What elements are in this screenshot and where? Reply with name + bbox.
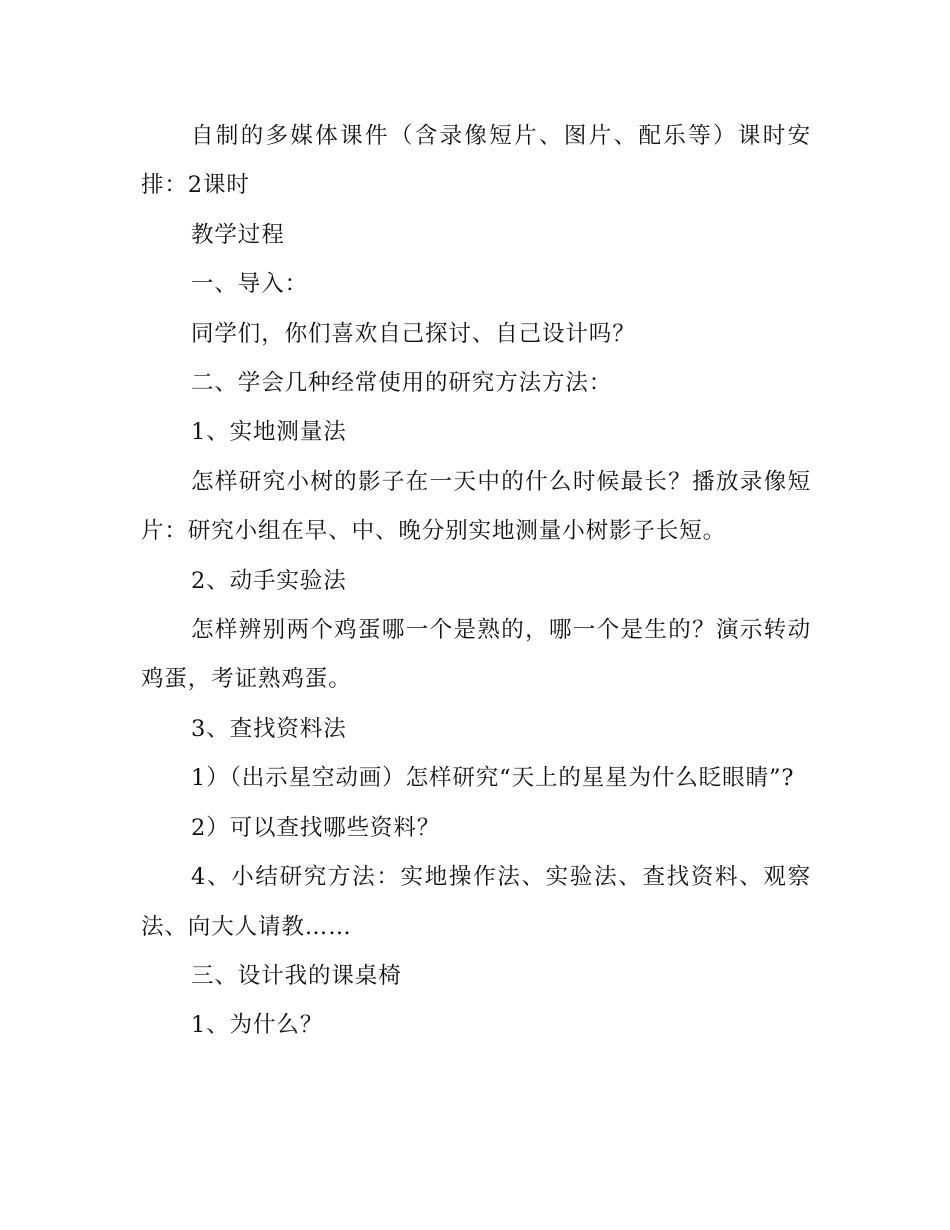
paragraph-section-introduction: 一、导入： <box>191 271 309 298</box>
document-body <box>141 112 811 1051</box>
paragraph-resources: 2）可以查找哪些资料？ <box>191 814 441 841</box>
paragraph-method-research: 3、查找资料法 <box>191 715 347 742</box>
paragraph-question: 同学们，你们喜欢自己探讨、自己设计吗？ <box>191 320 636 347</box>
paragraph-materials: 自制的多媒体课件（含录像短片、图片、配乐等）课时安排：2课时 <box>141 123 811 199</box>
paragraph-why: 1、为什么？ <box>191 1012 324 1039</box>
paragraph-teaching-process: 教学过程 <box>191 221 285 248</box>
paragraph-section-desk-design: 三、设计我的课桌椅 <box>191 962 402 989</box>
paragraph-eggs: 怎样辨别两个鸡蛋哪一个是熟的，哪一个是生的？演示转动鸡蛋，考证熟鸡蛋。 <box>141 617 811 693</box>
paragraph-summary: 4、小结研究方法：实地操作法、实验法、查找资料、观察法、向大人请教…… <box>141 864 811 940</box>
paragraph-stars: 1）（出示星空动画）怎样研究“天上的星星为什么眨眼睛”? <box>191 765 795 792</box>
paragraph-method-experiment: 2、动手实验法 <box>191 567 347 594</box>
paragraph-section-methods: 二、学会几种经常使用的研究方法方法： <box>191 370 613 397</box>
paragraph-tree-shadow: 怎样研究小树的影子在一天中的什么时候最长？播放录像短片：研究小组在早、中、晚分别实地测量小树影子长短。 <box>141 468 811 545</box>
paragraph-method-field-measurement: 1、实地测量法 <box>191 419 347 446</box>
